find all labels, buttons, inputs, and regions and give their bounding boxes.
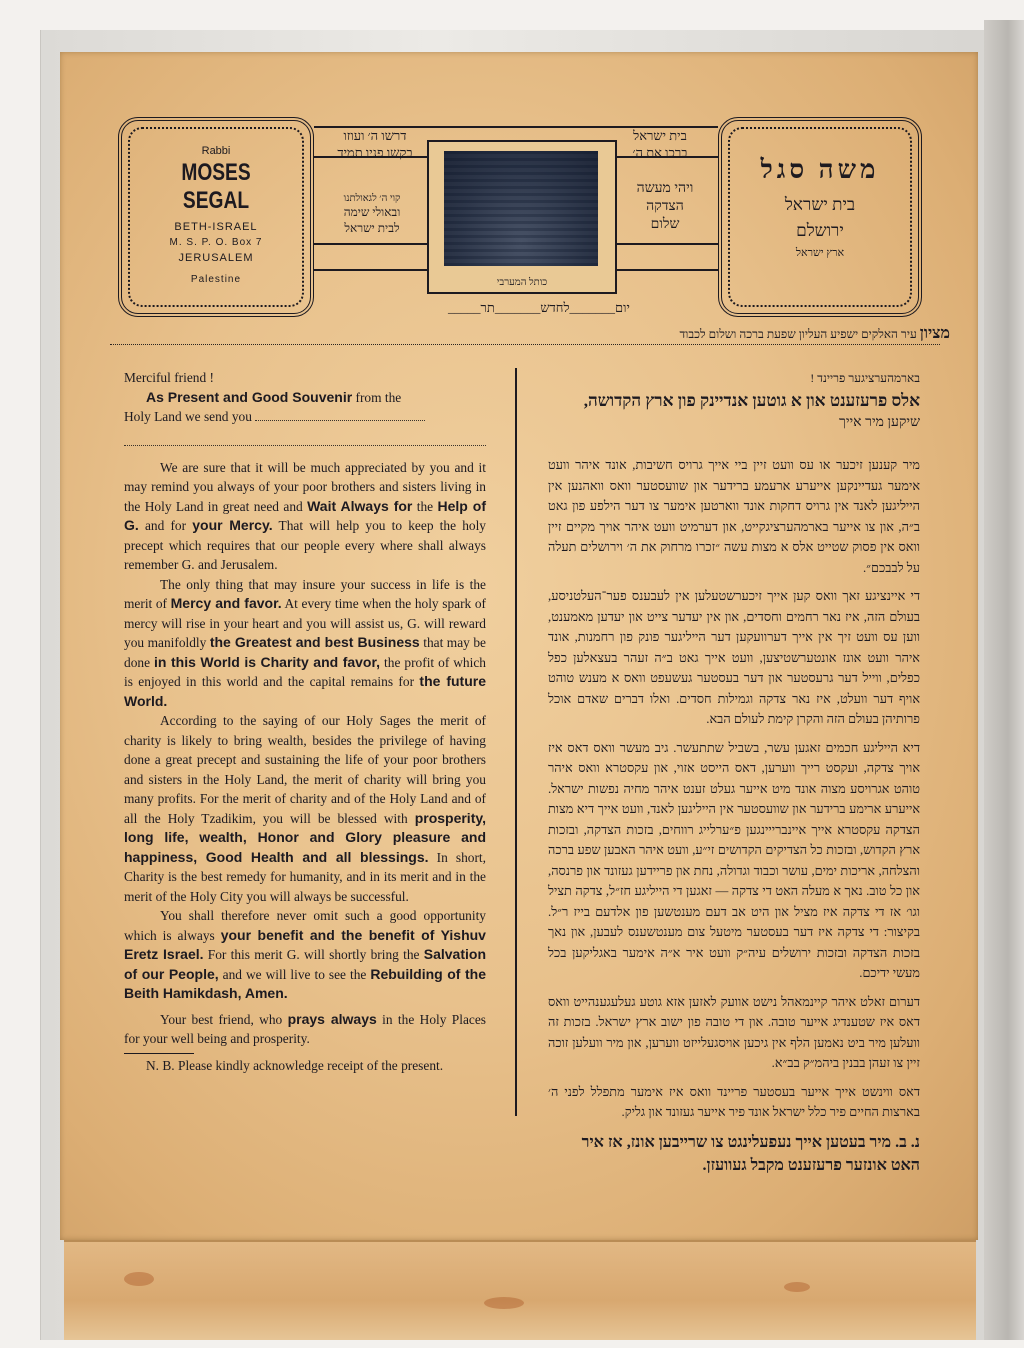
sender-box: M. S. P. O. Box 7 [169, 237, 263, 248]
english-greeting: Merciful friend ! [124, 370, 214, 385]
hebrew-paragraph-1: מיר קענען זיכער או עס וועט זיין ביי אייך גרויס חשיבות, אונד איהר וועט אימער געדיינקען אייערע ארעמע ברידער און שוועסטער וואס וואהנען אין הייליגען לאנד אין גרויס דחקות אונד ווארטען אימער צו דער הילפע פון גאט ב״ה, און צו אייער בארמהערציגקייט, און דערמיט וועט איהר אויך מקיים זיין וואס אין פסוק שטייט אלס א מצות עשה ״זכרו מרחוק את ה׳ וירושלים תעלה על לבבכם״. [548, 458, 920, 575]
motto-right: בית ישראל ברכו את ה׳ [632, 128, 688, 160]
hebrew-paragraph-3: דיא הייליגע חכמים זאגען עשר, בשביל שתתעשר. גיב מעשר וואס דאס איז אויך צדקה, ועקסט רייך ווערען, דאס הייסט אזוי, און עקסטרא וואס איהר טוהט אגרויסע מצוה אונד מיט אייער געלט זענט איהר מחיה נפשות ישראל. אייערע ארימע ברידער און שוועסטער אין הייליגען לאנד, וועט אייך דיא מצות הצדקה עקסטרא אייך איינברייינגען פ״ערלייג רווחים, בזכות הצדקה, ובזכות ארץ הקדוש, ובזכות כל הצדיקים הקדושים זי״ע, וועט איהר האבען שפע ברכה והצלחה, אריכות ימים, עושר וכבוד וגדולה, נחת און פריידען געזונד און פרנסה, און כל טוב. נאך א מעלה האט די צדקה — זאגען די הייליגע חז״ל, צדקה תציל וגו׳ אז די צדקה איז מציל און היט אב דעם מענטשען פון אלדעם בייז ר״ל. בקיצור: די צדקה איז דער בעסטער מיטעל צום מענטשענס לעבען, און נאך בזכות הצדקה ובזכות ירושלים עיה״ק וועט איר א״ה אימער באגליקען בכל מעשי ידיכם. [548, 740, 920, 980]
english-paragraph-5: Your best friend, who prays always in the Holy Places for your well being and prosperity. [124, 1010, 487, 1046]
english-holy-land: Holy Land we send you [124, 407, 486, 427]
paper-fold [64, 1240, 976, 1340]
english-paragraph-3: According to the saying of our Holy Sages the merit of charity is likely to bring wealth, besides the privilege of having done a great precept and sustaining the life of your poor brothers and sisters in the Holy Land, the merit of charity will bring you many profits. For the merit of charity and of the Holy Land and of all the Holy Tzadikim, you will be blessed with prosperity, long life, wealth, Honor and Glory pleasure and happiness, Good Health and all blessings. In short, Charity is the best remedy for humanity, and in its merit and in the merit of the Holy City you will always be successful. [124, 713, 486, 904]
english-paragraph-4: You shall therefore never omit such a good opportunity which is always your benefit and the benefit of Yishuv Eretz Israel. For this merit G. will shortly bring the Salvation of our People, and we will live to see the Rebuilding of the Beith Hamikdash, Amen. [124, 908, 486, 1001]
hebrew-closing-1: נ. ב. מיר בעטען אייך נעפעלינגט צו שרייבען אונז, אז איר [581, 1133, 920, 1151]
hebrew-souvenir: אלס פרעזענט און א גוטען אנדיינק פון ארץ הקדושה, [583, 390, 920, 410]
sender-city: JERUSALEM [178, 252, 254, 264]
column-divider [515, 368, 517, 1116]
english-nb: N. B. Please kindly acknowledge receipt of the present. [146, 1057, 444, 1073]
hebrew-closing-2: האט אונזער פרעזענט מקבל געוועזן. [702, 1156, 920, 1174]
hebrew-paragraph-5: דאס ווינשט אייך אייער בעסטער פריינד וואס איז אימער מתפלל לפני ה׳ בארצות החיים פיר כלל ישראל אונד פיר אייער געזונד און גליק. [548, 1084, 920, 1119]
nb-rule [124, 1053, 194, 1054]
english-letterhead-frame [118, 117, 314, 317]
hebrew-sender-country: ארץ ישראל [795, 247, 845, 259]
hebrew-sender-city: ירושלם [796, 221, 844, 240]
english-paragraph-2: The only thing that may insure your success in life is the merit of Mercy and favor. At every time when the holy spark of mercy will rise in your heart and you will assist us, G. will reward you manifoldly the Greatest and best Business that may be done in this World is Charity and favor, the profit of which is enjoyed in this world and the capital remains for the future World. [124, 576, 486, 709]
english-blank-line [124, 427, 486, 446]
date-line: יום_______לחדש_______תר_____ [448, 300, 630, 315]
zion-greeting: מציון עיר האלקים ישפיע העליון שפעת ברכה ושלום לכבוד [679, 325, 950, 342]
hebrew-paragraph-4: דערום זאלט איהר קיינמאהל נישט אוועק לאזען אזא גוטע געלעגענהייט וואס דאס איז שטענדיג אייער טובה. און די טובה פון ישוב ארץ ישראל. בזכות זה וועלען מיר ביט נאמען הלף אין גיכען אויסגעלייזט ווערען, און מיר וועלען זוכה זיין צו זעהן בבנין ביהמ״ק בב״א. [548, 994, 920, 1070]
hebrew-sender-name: משה סגל [760, 155, 880, 184]
english-letter [124, 368, 486, 1075]
hebrew-sender-place: בית ישראל [784, 195, 856, 214]
letterhead-right-band [613, 243, 718, 271]
sender-name: MOSES SEGAL [181, 159, 251, 214]
hebrew-letter [548, 368, 920, 1177]
western-wall-photo [444, 151, 598, 266]
hebrew-greeting: בארמהערציגער פריינד ! [810, 371, 920, 385]
sleeve-edge [984, 20, 1024, 1340]
hebrew-letterhead-frame [718, 117, 922, 317]
letterhead-left-band [314, 243, 427, 271]
motto-left: דרשו ה׳ ועוזו בקשו פניו תמיד [337, 128, 413, 160]
rabbi-title: Rabbi [201, 145, 231, 157]
blessing-left: קוי ה׳ לגאולתנו ובאולי שימה לבית ישראל [343, 193, 401, 235]
western-wall-photo-frame [427, 140, 617, 294]
sender-place: BETH-ISRAEL [174, 221, 258, 233]
address-line [110, 344, 940, 345]
hebrew-paragraph-2: די איינציגע זאך וואס קען אייך זיכערשטעלען אין לעבענס פער־העלטניסע, בעולם הזה, איז נאר רחמים וחסדים, און אין יעדער צייט און יעדען מאמענט, ווען עס וועט זיך אין אייך דערוועקען דער הייליגער פונק פון רחמנות, אונד איהר וועט אונז אונטערשטיצען, וועט אייך גאט ב״ה זעהר בעצאלען כפל כפלים, ווייל דער גרעסטער און דער בעסטער געשעפט וואס א מענש טוהט אויף דער וועלט, איז נאר צדקה וגמילות חסדים. ואלו דברים שאדם אוכל פרותיהן בעולם הזה והקרן קימת לעולם הבא. [548, 589, 920, 726]
english-paragraph-1: We are sure that it will be much appreciated by you and it may remind you always of your poor brothers and sisters living in the Holy Land in great need and Wait Always for the Help of G. and for your Mercy. That will help you to keep the holy precept which requires that our people every where shall always remember G. and Jerusalem. [124, 459, 486, 572]
sender-country: Palestine [190, 274, 242, 285]
photo-caption: כותל המערבי [496, 277, 548, 288]
blessing-right: ויהי מעשה הצדקה שלום [636, 181, 694, 233]
hebrew-send: שיקען מיר אייך [838, 414, 920, 430]
english-souvenir: As Present and Good Souvenir from the [146, 388, 402, 405]
